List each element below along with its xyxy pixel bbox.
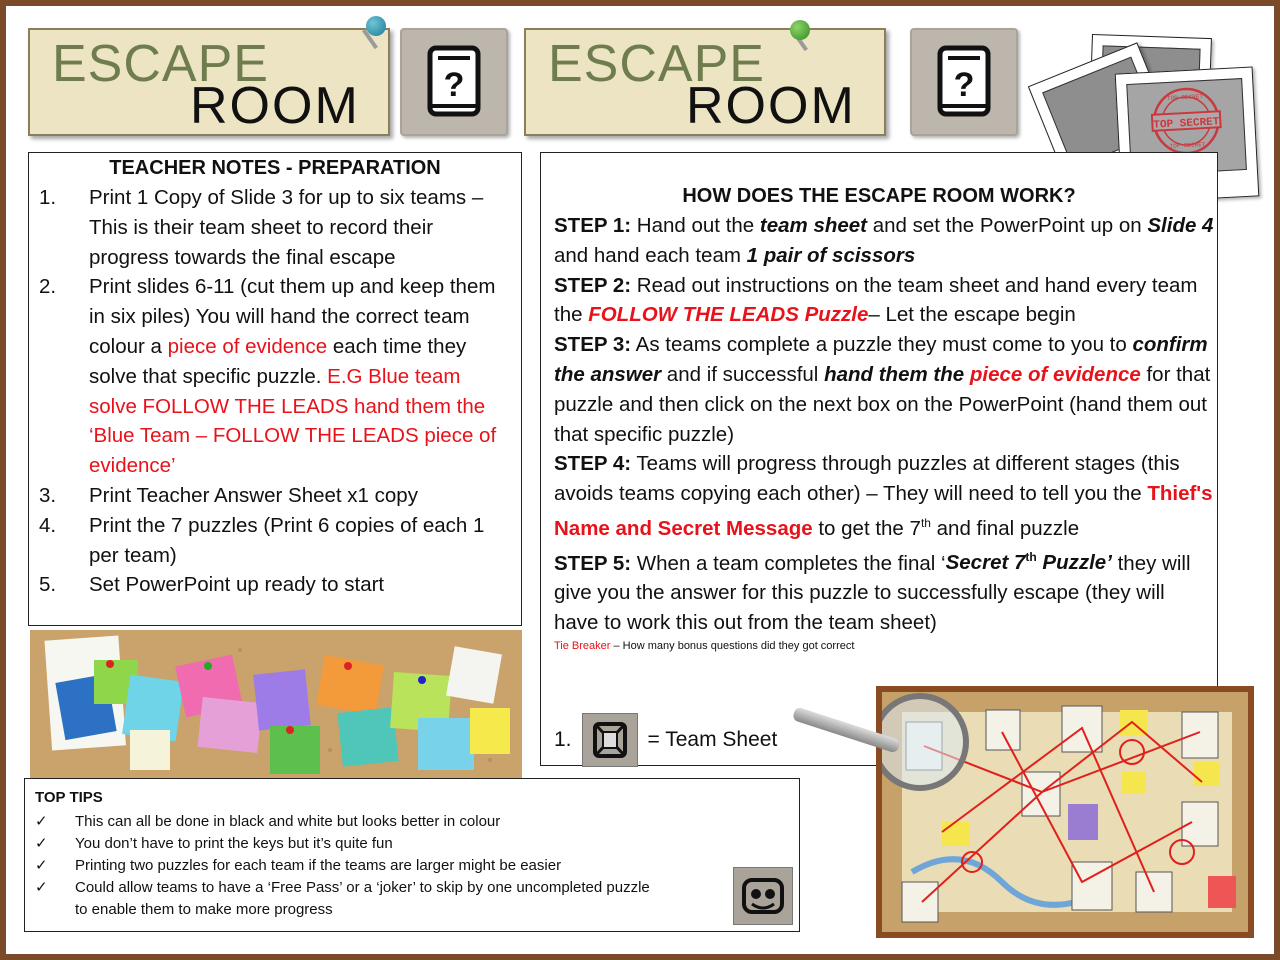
checkmark-icon: ✓ [35,835,48,852]
team-sheet-icon [582,713,638,767]
list-item: ✓ You don’t have to print the keys but it’s quite fun [35,833,650,855]
svg-text:?: ? [443,66,465,104]
step-1: STEP 1: Hand out the team sheet and set the PowerPoint up on Slide 4 and hand each team 1 pair of scissors [554,214,1214,267]
svg-text:TOP SECRET: TOP SECRET [1169,141,1206,150]
help-book-icon-left [400,28,508,136]
svg-text:?: ? [953,66,975,104]
list-item: 3. Print Teacher Answer Sheet x1 copy [39,483,418,507]
step-4: STEP 4: Teams will progress through puzzles at different stages (this avoids teams copying each other) – They will need to tell you the Thief's Name and Secret Message to get the 7th and final puzzle [554,452,1213,540]
list-item: ✓ Could allow teams to have a ‘Free Pass’ or a ‘joker’ to skip by one uncompleted puzzle [35,877,650,899]
checkmark-icon: ✓ [35,879,48,896]
banner-escape-word: ESCAPE [52,35,269,93]
list-item: 5. Set PowerPoint up ready to start [39,573,385,597]
list-item: ✓ This can all be done in black and white but looks better in colour [35,811,650,833]
team-sheet-label: = Team Sheet [647,728,778,751]
teacher-notes-title: TEACHER NOTES - PREPARATION [109,157,441,179]
how-it-works-title: HOW DOES THE ESCAPE ROOM WORK? [682,185,1076,207]
help-book-icon-right [910,28,1018,136]
sticky-notes-illustration [30,630,522,778]
list-item: ✓ Printing two puzzles for each team if the teams are larger might be easier [35,855,650,877]
escape-room-banner-left [28,28,390,136]
teacher-notes-list [39,183,509,600]
question-book-icon [930,44,998,120]
top-tips-title: TOP TIPS [35,789,103,806]
escape-room-banner-right [524,28,886,136]
tie-breaker-note: Tie Breaker – How many bonus questions did they got correct [554,639,855,652]
banner-room-word: ROOM [686,77,856,135]
banner-escape-word: ESCAPE [548,35,765,93]
detective-board-illustration [882,692,1248,932]
joker-icon [733,867,793,925]
svg-text:TOP SECRET: TOP SECRET [1166,93,1204,102]
evidence-board-image [876,686,1254,938]
list-item: to enable them to make more progress [75,901,333,918]
svg-text:TOP SECRET: TOP SECRET [1153,116,1220,132]
pushpin-green-icon [790,20,810,40]
teacher-notes-panel [28,152,522,626]
banner-room-word: ROOM [190,77,360,135]
list-item: 2. Print slides 6-11 (cut them up and keep them in six piles) You will hand the correct team colour a piece of evidence each time they solve that specific puzzle. E.G Blue team solve FOLLOW THE LEADS hand them the ‘Blue Team – FOLLOW THE LEADS piece of evidence’ [39,275,497,478]
how-it-works-steps [554,211,1214,653]
step-5: STEP 5: When a team completes the final ‘Secret 7th Puzzle’ they will give you the answer for this puzzle to successfully escape (they will have to work this out from the team sheet) [554,550,1191,635]
top-secret-stamp-icon [1144,83,1228,159]
step-3: STEP 3: As teams complete a puzzle they must come to you to confirm the answer and if successful hand them the piece of evidence for that puzzle and then click on the next box on the PowerPoint (hand them out that specific puzzle) [554,333,1211,446]
step-2: STEP 2: Read out instructions on the team sheet and hand every team the FOLLOW THE LEADS Puzzle– Let the escape begin [554,273,1198,327]
checkmark-icon: ✓ [35,813,48,830]
list-item: 1. Print 1 Copy of Slide 3 for up to six teams – This is their team sheet to record their progress towards the final escape [39,186,484,269]
list-item: 4. Print the 7 puzzles (Print 6 copies of each 1 per team) [39,513,485,567]
checkmark-icon: ✓ [35,857,48,874]
top-tips-list [35,811,650,921]
team-sheet-legend: 1. = Team Sheet [554,713,777,767]
pushpin-blue-icon [366,16,386,36]
question-book-icon [420,44,488,120]
top-tips-box [24,778,800,932]
cork-board-image [30,630,522,778]
how-it-works-panel [540,152,1218,766]
